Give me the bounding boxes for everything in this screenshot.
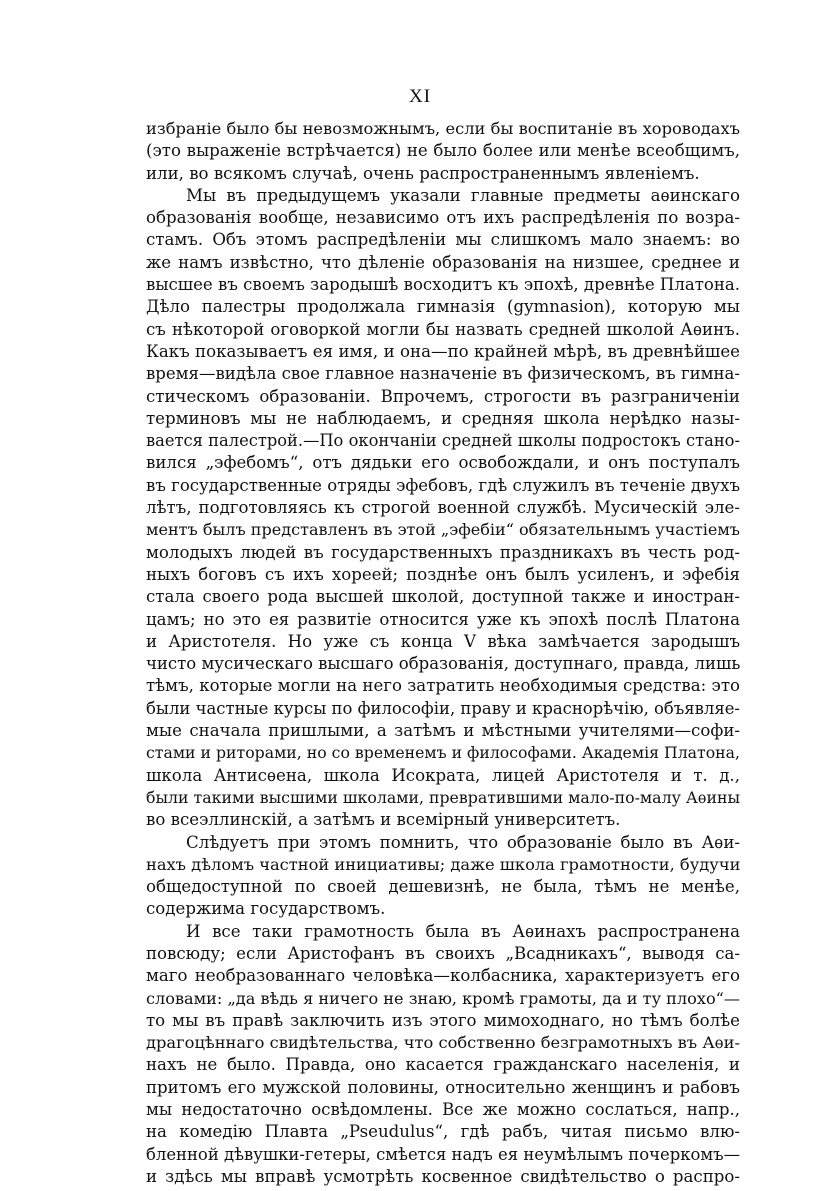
text-line: Слѣдуетъ при этомъ помнить, что образованіе было въ Аѳи- [186,832,740,852]
text-line: словами: „да вѣдь я ничего не знаю, кромѣ грамоты, да и ту плохо“— [146,988,740,1008]
text-line: и здѣсь мы вправѣ усмотрѣть косвенное свидѣтельство о распро- [146,1166,740,1186]
text-line: на комедію Плавта „Pseudulus“, гдѣ рабъ, читая письмо влю- [146,1122,740,1142]
text-line: чисто мусическаго высшаго образованія, доступнаго, правда, лишь [146,654,741,674]
text-line: Дѣло палестры продолжала гимназія (gymnasion), которую мы [146,297,740,317]
text-line: же намъ извѣстно, что дѣленіе образованія на низшее, среднее и [146,252,740,272]
text-line: содержима государствомъ. [146,899,386,919]
text-line: время—видѣла свое главное назначеніе въ физическомъ, въ гимна- [146,364,740,384]
text-line: школа Антисѳена, школа Исократа, лицей Аристотеля и т. д., [146,765,740,785]
text-line: Какъ показываетъ ея имя, и она—по крайней мѣрѣ, въ древнѣйшее [146,341,740,361]
text-line: стическомъ образованіи. Впрочемъ, строгости въ разграниченіи [146,386,740,406]
text-line: вился „эфебомъ“, отъ дядьки его освобождали, и онъ поступалъ [146,453,740,473]
text-line: то мы въ правѣ заключить изъ этого мимоходнаго, но тѣмъ болѣе [146,1010,740,1030]
text-line: Мы въ предыдущемъ указали главные предметы аѳинскаго [186,185,740,205]
text-line: нахъ не было. Правда, оно касается гражданскаго населенія, и [146,1055,740,1075]
text-line: драгоцѣннаго свидѣтельства, что собственно безграмотныхъ въ Аѳи- [146,1033,740,1053]
text-line: повсюду; если Аристофанъ въ своихъ „Всадникахъ“, выводя са- [146,943,740,963]
text-line: лѣтъ, подготовляясь къ строгой военной службѣ. Мусическій эле- [146,498,740,518]
text-line: маго необразованнаго человѣка—колбасника, характеризуетъ его [146,966,740,986]
text-line: высшее въ своемъ зародышѣ восходитъ къ эпохѣ, древнѣе Платона. [146,275,740,295]
text-line: стамъ. Объ этомъ распредѣленіи мы слишкомъ мало знаемъ: во [146,230,740,250]
text-line: образованія вообще, независимо отъ ихъ распредѣленія по возра- [146,208,740,228]
text-line: притомъ его мужской половины, относительно женщинъ и рабовъ [146,1077,740,1097]
text-line: общедоступной по своей дешевизнѣ, не была, тѣмъ не менѣе, [146,877,740,897]
text-line: цамъ; но это ея развитіе относится уже къ эпохѣ послѣ Платона [146,609,740,629]
text-line: (это выраженіе встрѣчается) не было более или менѣе всеобщимъ, [146,141,740,161]
text-line: бленной дѣвушки-гетеры, смѣется надъ ея неумѣлымъ почеркомъ— [146,1144,741,1164]
text-line: ныхъ боговъ съ ихъ хореей; позднѣе онъ былъ усиленъ, и эфебія [146,564,740,584]
text-line: ментъ былъ представленъ въ этой „эфебіи“ обязательнымъ участіемъ [146,520,740,540]
text-line: и Аристотеля. Но уже съ конца V вѣка замѣчается зародышъ [146,631,740,651]
text-line: были частные курсы по философіи, праву и краснорѣчію, объявляе- [146,698,740,718]
text-line: тѣмъ, которые могли на него затратить необходимыя средства: это [146,676,740,696]
text-line: или, во всякомъ случаѣ, очень распространеннымъ явленіемъ. [146,163,700,183]
text-line: стами и риторами, но со временемъ и философами. Академія Платона, [146,743,740,763]
page-number: XI [408,86,432,107]
text-line: во всеэллинскій, а затѣмъ и всемірный университетъ. [146,810,621,830]
text-line: И все таки грамотность была въ Аѳинахъ распространена [186,921,740,941]
text-line: мые сначала пришлыми, а затѣмъ и мѣстными учителями—софи- [146,721,740,741]
text-line: вается палестрой.—По окончаніи средней школы подростокъ стано- [146,431,740,451]
text-line: молодыхъ людей въ государственныхъ праздникахъ въ честь род- [146,542,740,562]
text-line: терминовъ мы не наблюдаемъ, и средняя школа нерѣдко назы- [146,408,740,428]
text-line: были такими высшими школами, превратившими мало-по-малу Аѳины [146,787,741,807]
text-line: въ государственные отряды эфебовъ, гдѣ служилъ въ теченіе двухъ [146,475,740,495]
body-text [146,118,740,1188]
text-line: избраніе было бы невозможнымъ, если бы воспитаніе въ хороводахъ [146,119,740,138]
text-line: нахъ дѣломъ частной инициативы; даже школа грамотности, будучи [146,854,741,874]
text-line: стала своего рода высшей школой, доступной также и иностран- [146,587,740,607]
text-line: мы недостаточно освѣдомлены. Все же можно сослаться, напр., [146,1100,740,1120]
text-line: съ нѣкоторой оговоркой могли бы назвать средней школой Аѳинъ. [146,319,740,339]
